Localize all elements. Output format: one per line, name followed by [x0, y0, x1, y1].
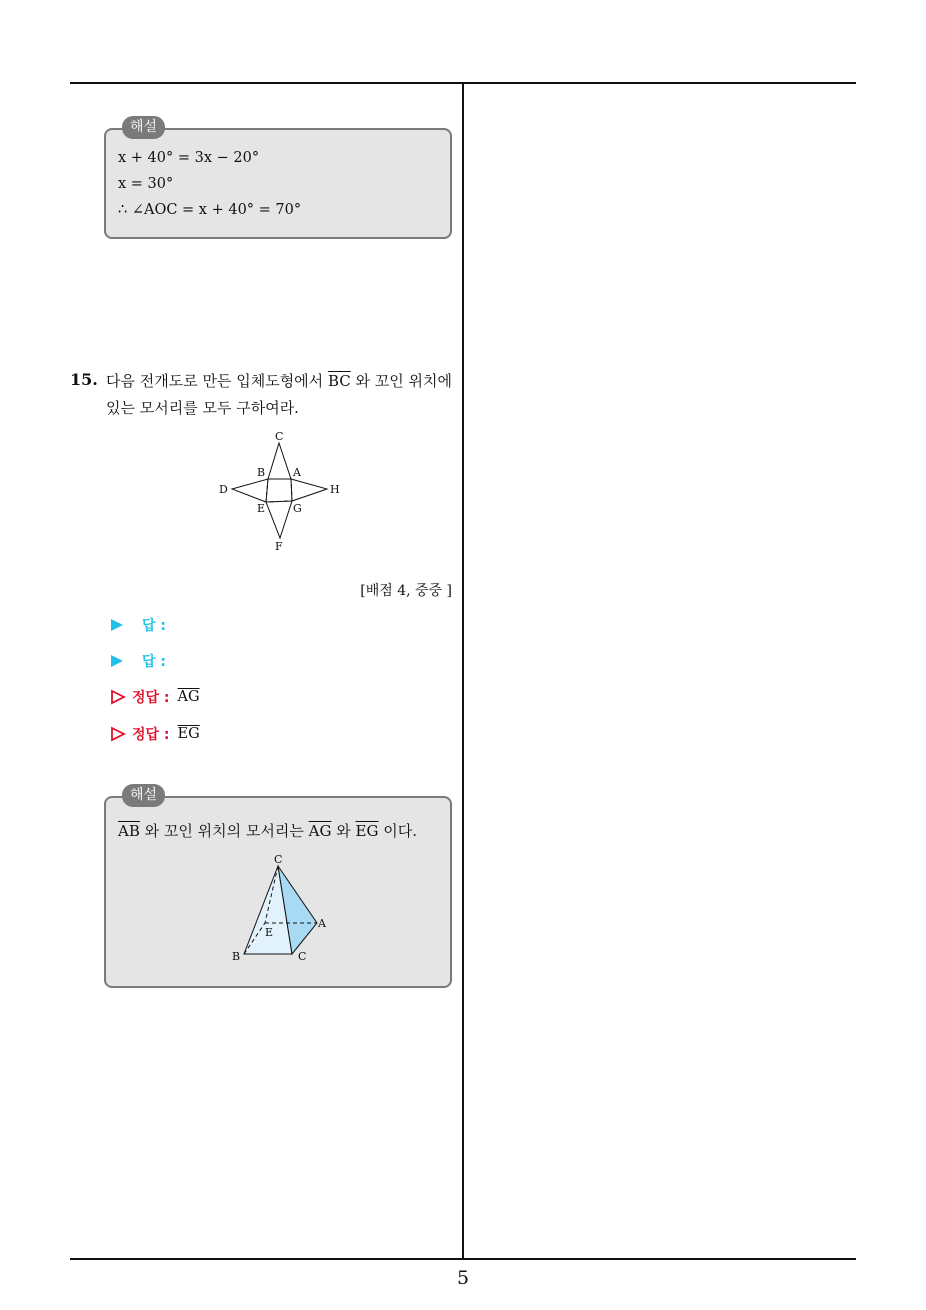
outline-arrow-icon — [110, 726, 126, 742]
net-label-d: D — [219, 483, 228, 496]
question-segment: $\overline{BC}$ — [327, 372, 351, 390]
net-triangle-right — [291, 479, 327, 501]
net-label-f: F — [275, 540, 283, 553]
solution-box-1 — [104, 119, 452, 239]
net-base-square — [266, 479, 292, 502]
solution-tag: 해설 — [122, 784, 165, 807]
score-info: [배점 4, 중중 ] — [360, 583, 452, 599]
solution2-text-1: 와 꼬인 위치의 모서리는 — [144, 822, 304, 840]
net-triangle-left — [232, 479, 268, 502]
correct-answer-value-2: $\overline{EG}$ — [177, 726, 200, 742]
solution2-seg-1: $\overline{AB}$ — [118, 822, 140, 840]
column-divider — [462, 83, 464, 1259]
solution2-text-2: 와 — [336, 822, 351, 840]
question-text-line-1 — [106, 370, 452, 391]
answer-row-1 — [110, 615, 174, 635]
net-label-c: C — [275, 430, 284, 443]
pyramid-label-c-bottom: C — [298, 950, 307, 963]
question-text-part-1: 다음 전개도로 만든 입체도형에서 — [106, 372, 324, 390]
question-number: 15. — [70, 370, 98, 389]
play-arrow-icon — [110, 618, 124, 632]
net-triangle-bottom — [266, 501, 292, 538]
correct-answer-row-2 — [110, 724, 200, 744]
net-label-b: B — [257, 466, 266, 479]
correct-answer-label-2: 정답 : — [132, 727, 170, 743]
solution-line-1: x + 40° = 3x − 20° — [118, 150, 260, 166]
net-triangle-top — [268, 443, 291, 479]
bottom-rule — [70, 1258, 856, 1260]
correct-answer-label-1: 정답 : — [132, 690, 170, 706]
solution-tag: 해설 — [122, 116, 165, 139]
question-text-line-2: 있는 모서리를 모두 구하여라. — [106, 399, 299, 417]
answer-label-2: 답 : — [142, 654, 166, 670]
solution2-text-3: 이다. — [383, 822, 417, 840]
net-label-a: A — [293, 466, 301, 479]
pyramid-label-a: A — [318, 917, 326, 930]
solution2-text — [118, 820, 417, 841]
pyramid-diagram — [225, 850, 340, 970]
pyramid-label-b: B — [232, 950, 241, 963]
pyramid-label-c-top: C — [274, 853, 283, 866]
outline-arrow-icon — [110, 689, 126, 705]
solution-line-2: x = 30° — [118, 176, 174, 192]
pyramid-label-e: E — [265, 926, 274, 939]
correct-answer-value-1: $\overline{AG}$ — [177, 689, 200, 705]
solution-line-3: ∴ ∠AOC = x + 40° = 70° — [118, 202, 302, 218]
net-label-h: H — [330, 483, 340, 496]
answer-row-2 — [110, 651, 174, 671]
answer-label-1: 답 : — [142, 618, 166, 634]
net-diagram — [210, 425, 350, 555]
play-arrow-icon — [110, 654, 124, 668]
net-label-g: G — [293, 502, 302, 515]
solution2-seg-3: $\overline{EG}$ — [355, 822, 379, 840]
correct-answer-row-1 — [110, 687, 200, 707]
question-text-part-2: 와 꼬인 위치에 — [355, 372, 452, 390]
solution2-seg-2: $\overline{AG}$ — [308, 822, 332, 840]
page-number: 5 — [456, 1267, 470, 1289]
net-label-e: E — [257, 502, 266, 515]
